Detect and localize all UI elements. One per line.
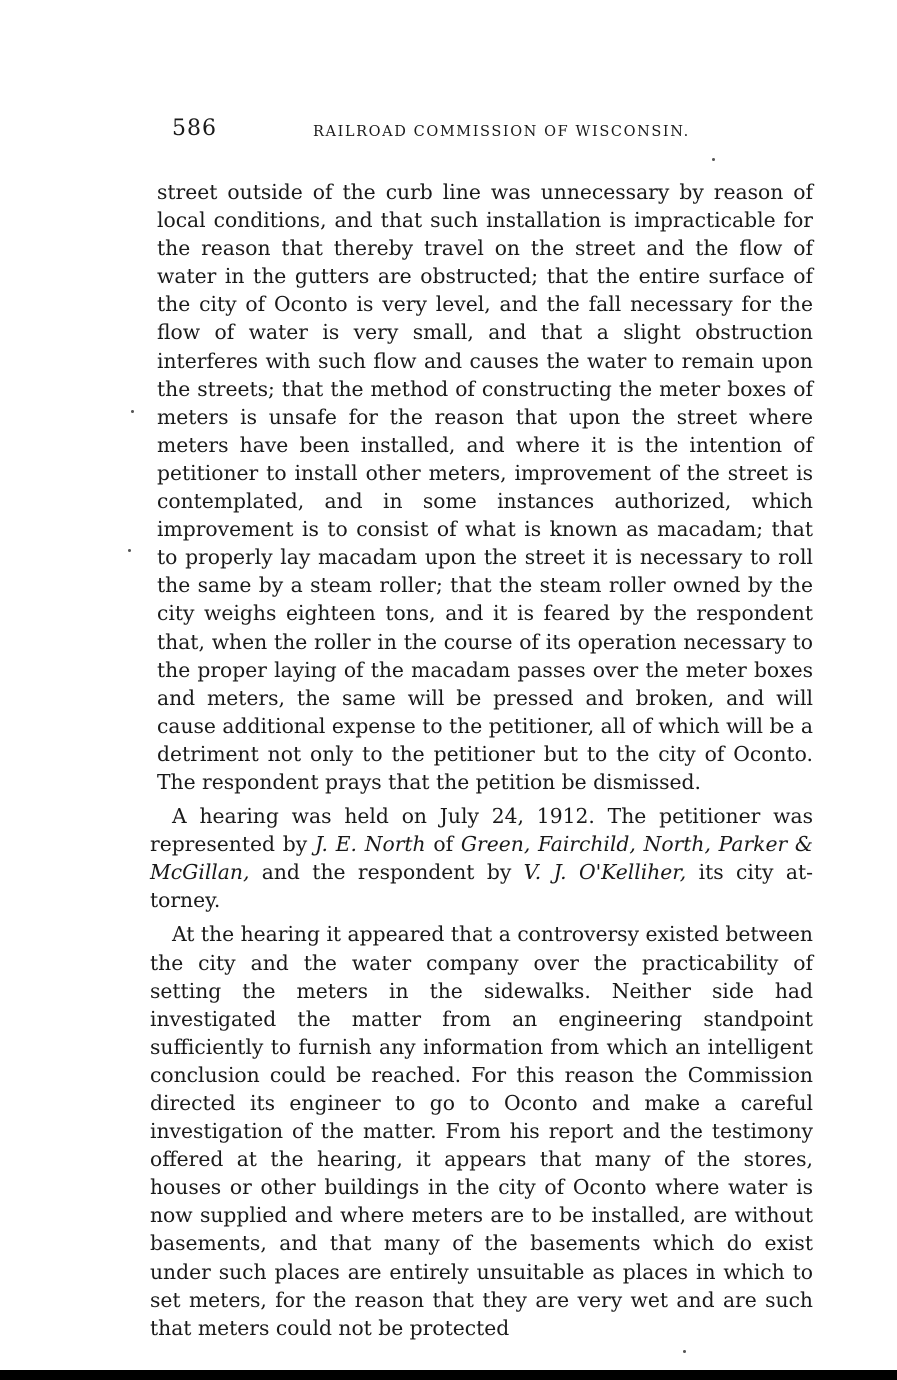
running-header bbox=[150, 116, 810, 146]
margin-speck bbox=[712, 158, 715, 161]
hearing-text-3: and the respondent by bbox=[249, 860, 524, 885]
margin-speck bbox=[131, 410, 134, 413]
body-text bbox=[150, 178, 813, 1342]
counsel-name-respondent: V. J. O'Kelliher, bbox=[523, 860, 687, 885]
hearing-text-2: of bbox=[425, 832, 461, 857]
scan-bottom-border bbox=[0, 1370, 897, 1380]
paragraph-hearing bbox=[150, 802, 813, 914]
hearing-text-1: A hearing was held on July 24, 1912. The petitioner was represented by bbox=[150, 804, 813, 857]
margin-speck bbox=[128, 549, 131, 552]
counsel-name-petitioner: J. E. North bbox=[314, 832, 426, 857]
paragraph-findings: At the hearing it appeared that a controversy existed between the city and the water company over the practicability of setting the meters in the sidewalks. Neither side had investigated the matter from an engineering standpoint sufficiently to furnish any information from which an intelligent conclusion could be reached. For this reason the Commission directed its engineer to go to Oconto and make a careful investigation of the matter. From his report and the testimony offered at the hearing, it appears that many of the stores, houses or other buildings in the city of Oconto where water is now supplied and where meters are to be installed, are without basements, and that many of the basements which do exist under such places are entirely unsuitable as places in which to set meters, for the reason that they are very wet and are such that meters could not be protected bbox=[150, 922, 813, 1340]
page-number: 586 bbox=[172, 116, 217, 141]
margin-speck bbox=[683, 1350, 686, 1353]
hearing-text-4: its city attorney. bbox=[150, 860, 813, 913]
paragraph-respondent-answer: street outside of the curb line was unnecessary by reason of local conditions, and that such installation is impracticable for the reason that thereby travel on the street and the flow of water in the gutters are obstructed; that the entire surface of the city of Oconto is very level, and the fall necessary for the flow of water is very small, and that a slight obstruction interferes with such flow and causes the water to remain upon the streets; that the method of constructing the meter boxes of meters is unsafe for the reason that upon the street where meters have been installed, and where it is the intention of petitioner to install other meters, improvement of the street is contemplated, and in some instances authorized, which improvement is to consist of what is known as macadam; that to properly lay macadam upon the street it is necessary to roll the same by a steam roller; that the steam roller owned by the city weighs eighteen tons, and it is feared by the respondent that, when the roller in the course of its operation necessary to the proper laying of the macadam passes over the meter boxes and meters, the same will be pressed and broken, and will cause additional expense to the petitioner, all of which will be a detriment not only to the petitioner but to the city of Oconto. The respondent prays that the petition be dismissed. bbox=[157, 180, 813, 794]
law-firm-name: Green, Fairchild, North, Parker & McGillan, bbox=[150, 832, 813, 885]
running-title: RAILROAD COMMISSION OF WISCONSIN. bbox=[313, 124, 690, 140]
